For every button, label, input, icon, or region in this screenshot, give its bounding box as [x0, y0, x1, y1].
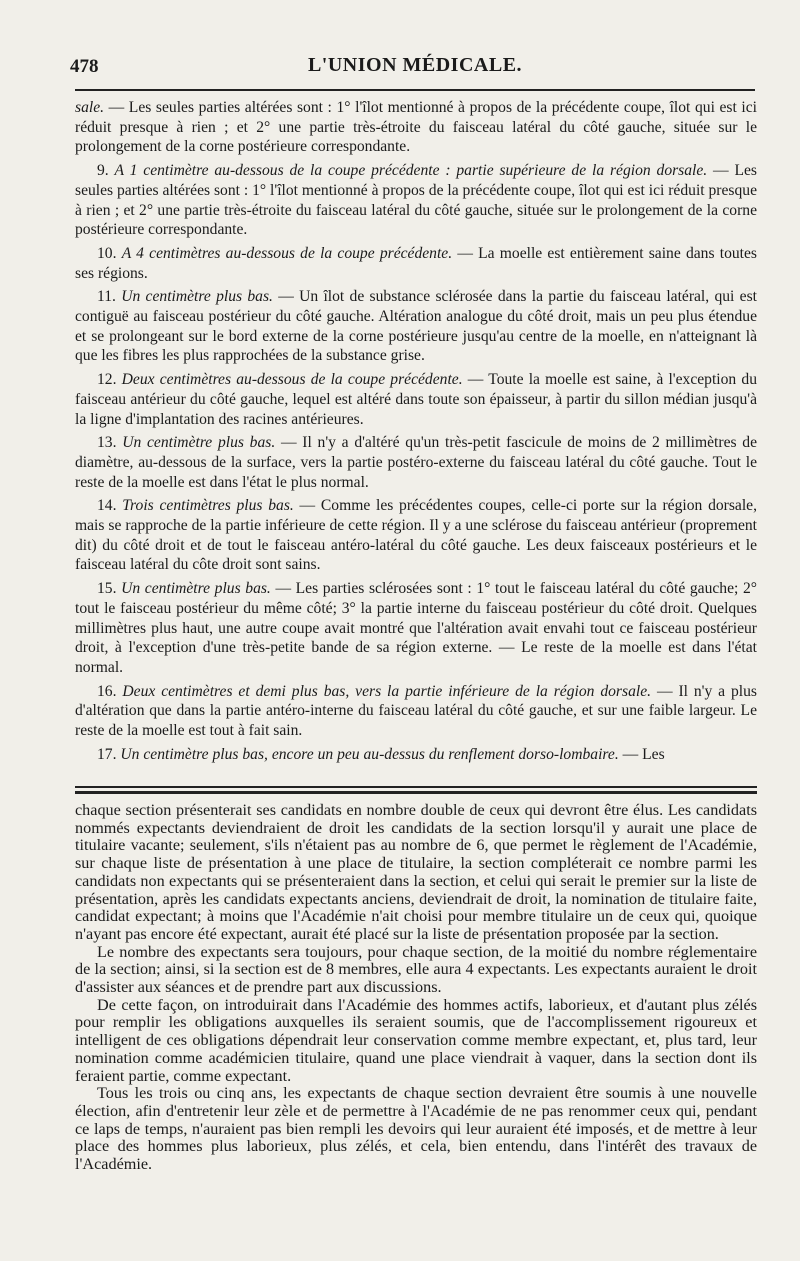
case-observation-section — [75, 98, 757, 769]
body-paragraph: Le nombre des expectants sera toujours, pour chaque section, de la moitié du nombre réglementaire de la section; ainsi, si la section est de 8 membres, elle aura 4 expectants. Les expectants auraient le droit d'assister aux séances et de prendre part aux discussions. — [75, 942, 757, 997]
body-paragraph: chaque section présenterait ses candidats en nombre double de ceux qui devront être élus. Les candidats nommés expectants deviendraient de droit les candidats de la section lorsqu'il y aurait une place de titulaire vacante; seulement, s'ils n'étaient pas au nombre de 6, que permet le règlement de l'Académie, sur chaque liste de présentation à une place de titulaire, la section compléterait ce nombre parmi les candidats non expectants qui se présenteraient dans la section, et celui qui serait le premier sur la liste de présentation, après les candidats expectants anciens, deviendrait de droit, la nomination de titulaire faite, candidat expectant; à moins que l'Académie n'ait choisi pour membre titulaire un de ceux qui, quoique n'ayant pas encore été expectant, aurait été placé sur la liste de présentation proposée par la section. — [75, 801, 757, 943]
feuilleton-section — [75, 802, 757, 1174]
page-number: 478 — [70, 56, 99, 77]
page-header — [70, 50, 760, 84]
observation-paragraph: 16. Deux centimètres et demi plus bas, vers la partie inférieure de la région dorsale. — Il n'y a plus d'altération que dans la partie antéro-interne du faisceau latéral du côté gauche, et sur une faible largeur. Le reste de la moelle est tout à fait sain. — [75, 682, 758, 740]
observation-paragraph: 11. Un centimètre plus bas. — Un îlot de substance sclérosée dans la partie du faisceau latéral, qui est contiguë au faisceau postérieur du côté gauche. Altération analogue du côté droit, mais un peu plus étendue et se prolongeant sur le bord externe de la corne postérieure jusqu'au centre de la moelle, en n'atteignant là que les fibres les plus rapprochées de la substance grise. — [75, 288, 757, 365]
body-paragraph: Tous les trois ou cinq ans, les expectants de chaque section devraient être soumis à une nouvelle élection, afin d'entretenir leur zèle et de permettre à l'Académie de ne pas renommer ceux qui, pendant ce laps de temps, n'auraient pas bien rempli les devoirs qui leur auraient été imposés, et de mettre à leur place des hommes plus laborieux, plus zélés, et cela, bien entendu, dans l'intérêt des travaux de l'Académie. — [75, 1084, 757, 1174]
header-rule — [75, 89, 755, 91]
observation-paragraph: 10. A 4 centimètres au-dessous de la coupe précédente. — La moelle est entièrement saine dans toutes ses régions. — [75, 244, 757, 282]
observation-paragraph: 14. Trois centimètres plus bas. — Comme les précédentes coupes, celle-ci porte sur la région dorsale, mais se rapproche de la partie inférieure de cette région. Il y a une sclérose du faisceau antérieur (proprement dit) du côté droit et de tout le faisceau antéro-latéral du côté gauche. Les deux faisceaux postérieurs et le faisceau latéral du côte droit sont sains. — [75, 497, 757, 574]
observation-paragraph: 17. Un centimètre plus bas, encore un peu au-dessus du renflement dorso-lombaire. — Les — [97, 745, 665, 763]
observation-paragraph: 13. Un centimètre plus bas. — Il n'y a d'altéré qu'un très-petit fascicule de moins de 2 millimètres de diamètre, au-dessous de la surface, vers la partie postéro-externe du faisceau latéral du côté gauche. Tout le reste de la moelle est dans l'état le plus normal. — [75, 434, 757, 491]
running-title: L'UNION MÉDICALE. — [307, 54, 523, 76]
observation-paragraph: 12. Deux centimètres au-dessous de la coupe précédente. — Toute la moelle est saine, à l'exception du faisceau antérieur du côté gauche, lequel est altéré dans toute son épaisseur, à partir du sillon médian jusqu'à la ligne d'implantation des racines antérieures. — [75, 371, 757, 428]
section-divider — [75, 791, 757, 794]
body-paragraph: De cette façon, on introduirait dans l'Académie des hommes actifs, laborieux, et d'autant plus zélés pour remplir les obligations auxquelles ils seraient soumis, que de l'accomplissement rigoureux et intelligent de ces obligations dépendrait leur conservation comme membre expectant, et, plus tard, leur nomination comme académicien titulaire, quand une place viendrait à vaquer, dans la section dont ils feraient partie, comme expectant. — [75, 995, 757, 1085]
observation-paragraph: 9. A 1 centimètre au-dessous de la coupe précédente : partie supérieure de la région dorsale. — Les seules parties altérées sont : 1° l'îlot mentionné à propos de la précédente coupe, îlot qui est ici réduit presque à rien ; et 2° une partie très-étroite du faisceau latéral du côté gauche, située sur le prolongement de la corne postérieure correspondante. — [75, 162, 757, 239]
section-divider — [75, 786, 757, 788]
observation-paragraph: sale. — Les seules parties altérées sont : 1° l'îlot mentionné à propos de la précédente coupe, îlot qui est ici réduit presque à rien ; et 2° une partie très-étroite du faisceau latéral du côté gauche, située sur le prolongement de la corne postérieure correspondante. — [75, 99, 757, 156]
observation-paragraph: 15. Un centimètre plus bas. — Les parties sclérosées sont : 1° tout le faisceau latéral du côté gauche; 2° tout le faisceau postérieur du même côté; 3° la partie interne du faisceau postérieur du côté droit. Quelques millimètres plus haut, une autre coupe avait montré que l'altération avait envahi tout ce faisceau postérieur droit, à l'exception d'une très-petite bande de sa région externe. — Le reste de la moelle est dans l'état normal. — [75, 580, 757, 676]
